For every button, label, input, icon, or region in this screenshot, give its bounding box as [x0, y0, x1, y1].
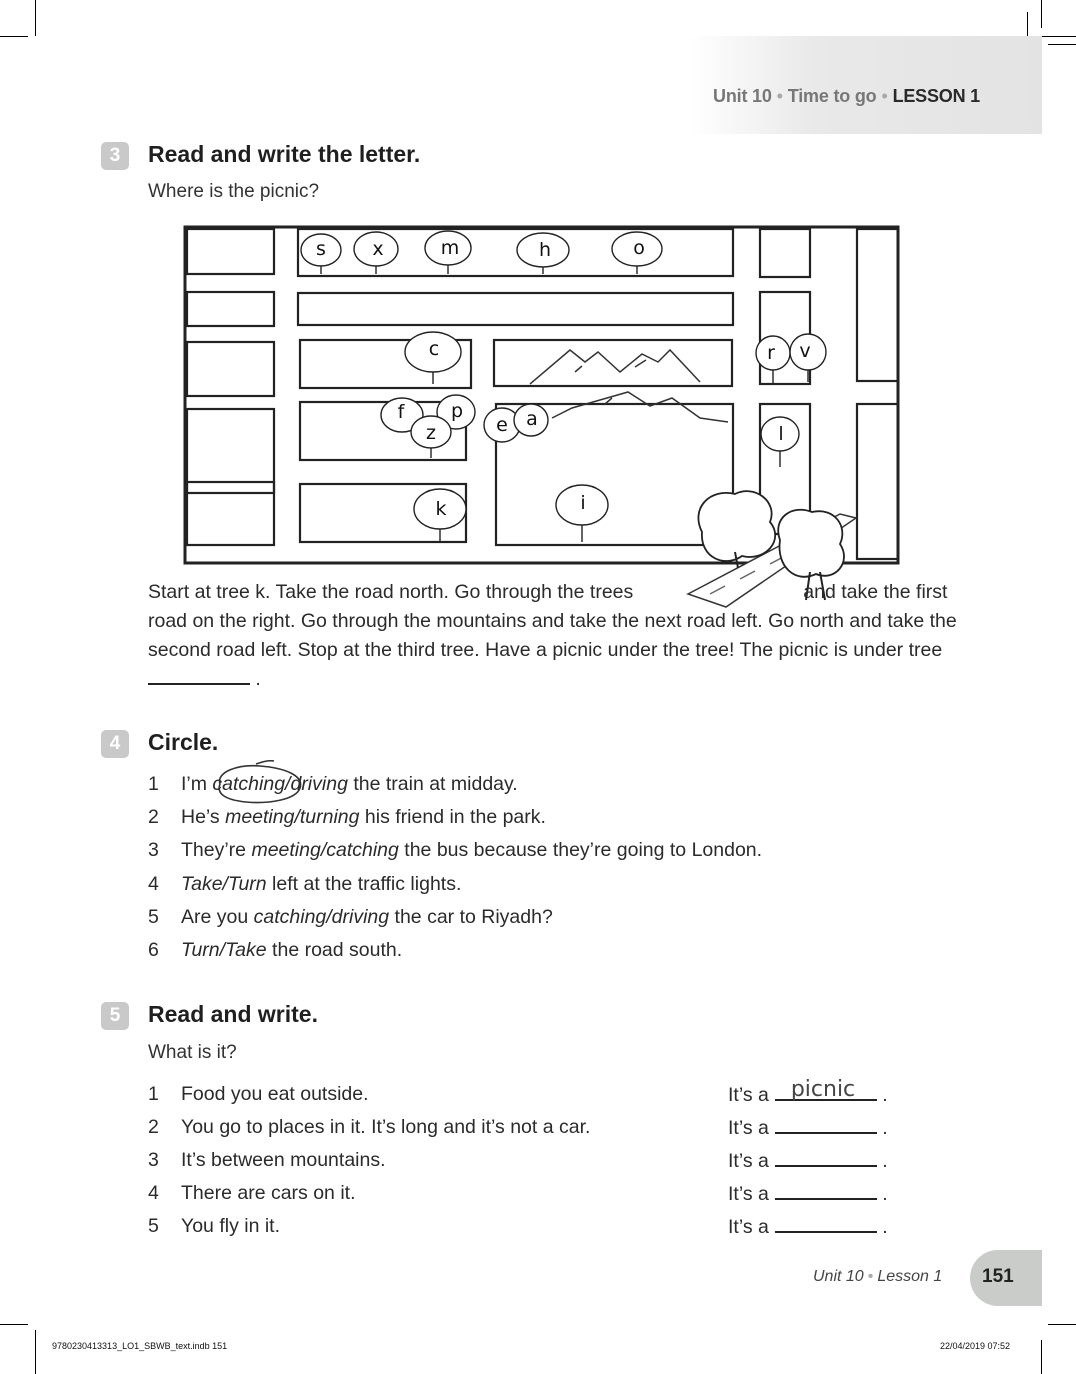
crop-mark: [1041, 0, 1042, 28]
item-number: 5: [148, 906, 159, 928]
tree-label: l: [778, 423, 784, 445]
tree-label: h: [538, 239, 552, 261]
tree-label: v: [799, 340, 811, 362]
word-options[interactable]: Turn/Take: [181, 939, 267, 961]
crop-mark: [1048, 44, 1076, 45]
answer-blank[interactable]: [775, 1215, 877, 1233]
tree-label: c: [428, 338, 440, 360]
item-number: 2: [148, 806, 159, 828]
answer-prefix: It’s a: [728, 1084, 769, 1106]
item-text: He’s: [181, 806, 226, 828]
header-separator: •: [776, 86, 783, 106]
tree-label: s: [316, 238, 326, 260]
answer-end: .: [882, 1183, 888, 1205]
item-text: You fly in it.: [181, 1215, 281, 1237]
item-text: the car to Riyadh?: [389, 906, 553, 928]
answer-blank[interactable]: [775, 1149, 877, 1167]
answer-line: [728, 1077, 888, 1107]
item-text: the train at midday.: [347, 773, 518, 795]
answer-prefix: It’s a: [728, 1117, 769, 1139]
word-options[interactable]: Take/Turn: [181, 873, 267, 895]
exercise-title: Read and write.: [148, 1001, 318, 1027]
answer-line: [728, 1215, 888, 1239]
item-text: You go to places in it. It’s long and it’s not a car.: [181, 1116, 591, 1138]
answer-line: [728, 1149, 888, 1173]
directions-text: first road on the right. Go through the mountains and take the next road left. Go north and take the second road left. Stop at the third tree. Have a picnic under the tree! The picnic is under tree: [148, 581, 957, 661]
item-number: 4: [148, 1182, 159, 1204]
answer-prefix: It’s a: [728, 1216, 769, 1238]
exercise-question: What is it?: [148, 1042, 237, 1063]
item-number: 1: [148, 773, 159, 795]
item-number: 3: [148, 1149, 159, 1171]
exercise-title: Circle.: [148, 729, 219, 755]
answer-blank[interactable]: [775, 1116, 877, 1134]
answer-end: .: [882, 1084, 888, 1106]
item-number: 2: [148, 1116, 159, 1138]
header-title: Time to go: [787, 86, 877, 106]
print-slug-left: 9780230413313_LO1_SBWB_text.indb 151: [52, 1341, 228, 1351]
crop-mark: [1041, 1340, 1042, 1374]
town-map: [180, 222, 910, 612]
header-band: [690, 36, 1042, 134]
directions-text: and take the: [803, 581, 911, 603]
answer-end: .: [882, 1216, 888, 1238]
header-lesson: LESSON 1: [892, 86, 980, 106]
tree-label: i: [580, 492, 586, 514]
answer-end: .: [882, 1150, 888, 1172]
tree-label: z: [426, 422, 436, 444]
exercise-question: Where is the picnic?: [148, 181, 320, 202]
exercise-number: 5: [101, 1002, 129, 1030]
word-options[interactable]: catching/driving: [253, 906, 390, 928]
page-number: 151: [982, 1266, 1014, 1287]
item-text: the road south.: [266, 939, 403, 961]
answer-blank[interactable]: [775, 1077, 877, 1102]
sentence-end: .: [255, 668, 261, 690]
answer-prefix: It’s a: [728, 1183, 769, 1205]
answer-line: [728, 1182, 888, 1206]
crop-mark: [1041, 36, 1076, 37]
footer-separator: •: [867, 1268, 874, 1285]
item-number: 5: [148, 1215, 159, 1237]
word-options[interactable]: meeting/turning: [225, 806, 360, 828]
answer-blank[interactable]: [775, 1182, 877, 1200]
print-slug-right: 22/04/2019 07:52: [940, 1341, 1011, 1351]
item-number: 3: [148, 839, 159, 861]
header-separator: •: [881, 86, 888, 106]
item-text: They’re: [181, 839, 252, 861]
page-header: [713, 86, 980, 107]
item-number: 6: [148, 939, 159, 961]
directions-paragraph: [148, 578, 978, 694]
crop-mark: [35, 1330, 36, 1374]
footer-lesson-text: Lesson 1: [877, 1268, 943, 1285]
item-text: I’m: [181, 773, 213, 795]
item-text: It’s between mountains.: [181, 1149, 386, 1171]
word-options[interactable]: catching/driving: [212, 773, 348, 795]
item-text: the bus because they’re going to London.: [398, 839, 763, 861]
item-text: left at the traffic lights.: [266, 873, 462, 895]
tree-label: m: [440, 237, 460, 259]
directions-text: Start at tree k. Take the road north. Go through the trees: [148, 581, 634, 603]
item-text: Food you eat outside.: [181, 1083, 369, 1105]
exercise-number: 4: [101, 730, 129, 758]
answer-prefix: It’s a: [728, 1150, 769, 1172]
item-text: Are you: [181, 906, 254, 928]
item-text: There are cars on it.: [181, 1182, 356, 1204]
crop-mark: [35, 0, 36, 36]
footer-unit-text: Unit 10: [813, 1268, 864, 1285]
exercise-title: Read and write the letter.: [148, 141, 421, 167]
crop-mark: [0, 36, 28, 37]
answer-line: [728, 1116, 888, 1140]
tree-label: o: [633, 237, 645, 259]
answer-blank[interactable]: [148, 669, 250, 685]
tree-label: x: [372, 238, 384, 260]
crop-mark: [1027, 12, 1028, 36]
crop-mark: [0, 1324, 28, 1325]
exercise-number: 3: [101, 142, 129, 170]
tree-label: e: [496, 414, 508, 436]
tree-label: r: [767, 342, 775, 364]
footer-unit: [813, 1268, 942, 1286]
crop-mark: [1048, 1324, 1076, 1325]
tree-label: k: [435, 498, 447, 520]
item-text: his friend in the park.: [359, 806, 546, 828]
item-number: 1: [148, 1083, 159, 1105]
example-answer: picnic: [790, 1077, 856, 1102]
answer-end: .: [882, 1117, 888, 1139]
tree-label: f: [397, 401, 405, 423]
word-options[interactable]: meeting/catching: [251, 839, 399, 861]
item-number: 4: [148, 873, 159, 895]
tree-label: p: [450, 400, 464, 422]
example-circle: [208, 760, 308, 806]
header-unit: Unit 10: [713, 86, 772, 106]
tree-label: a: [526, 408, 538, 430]
